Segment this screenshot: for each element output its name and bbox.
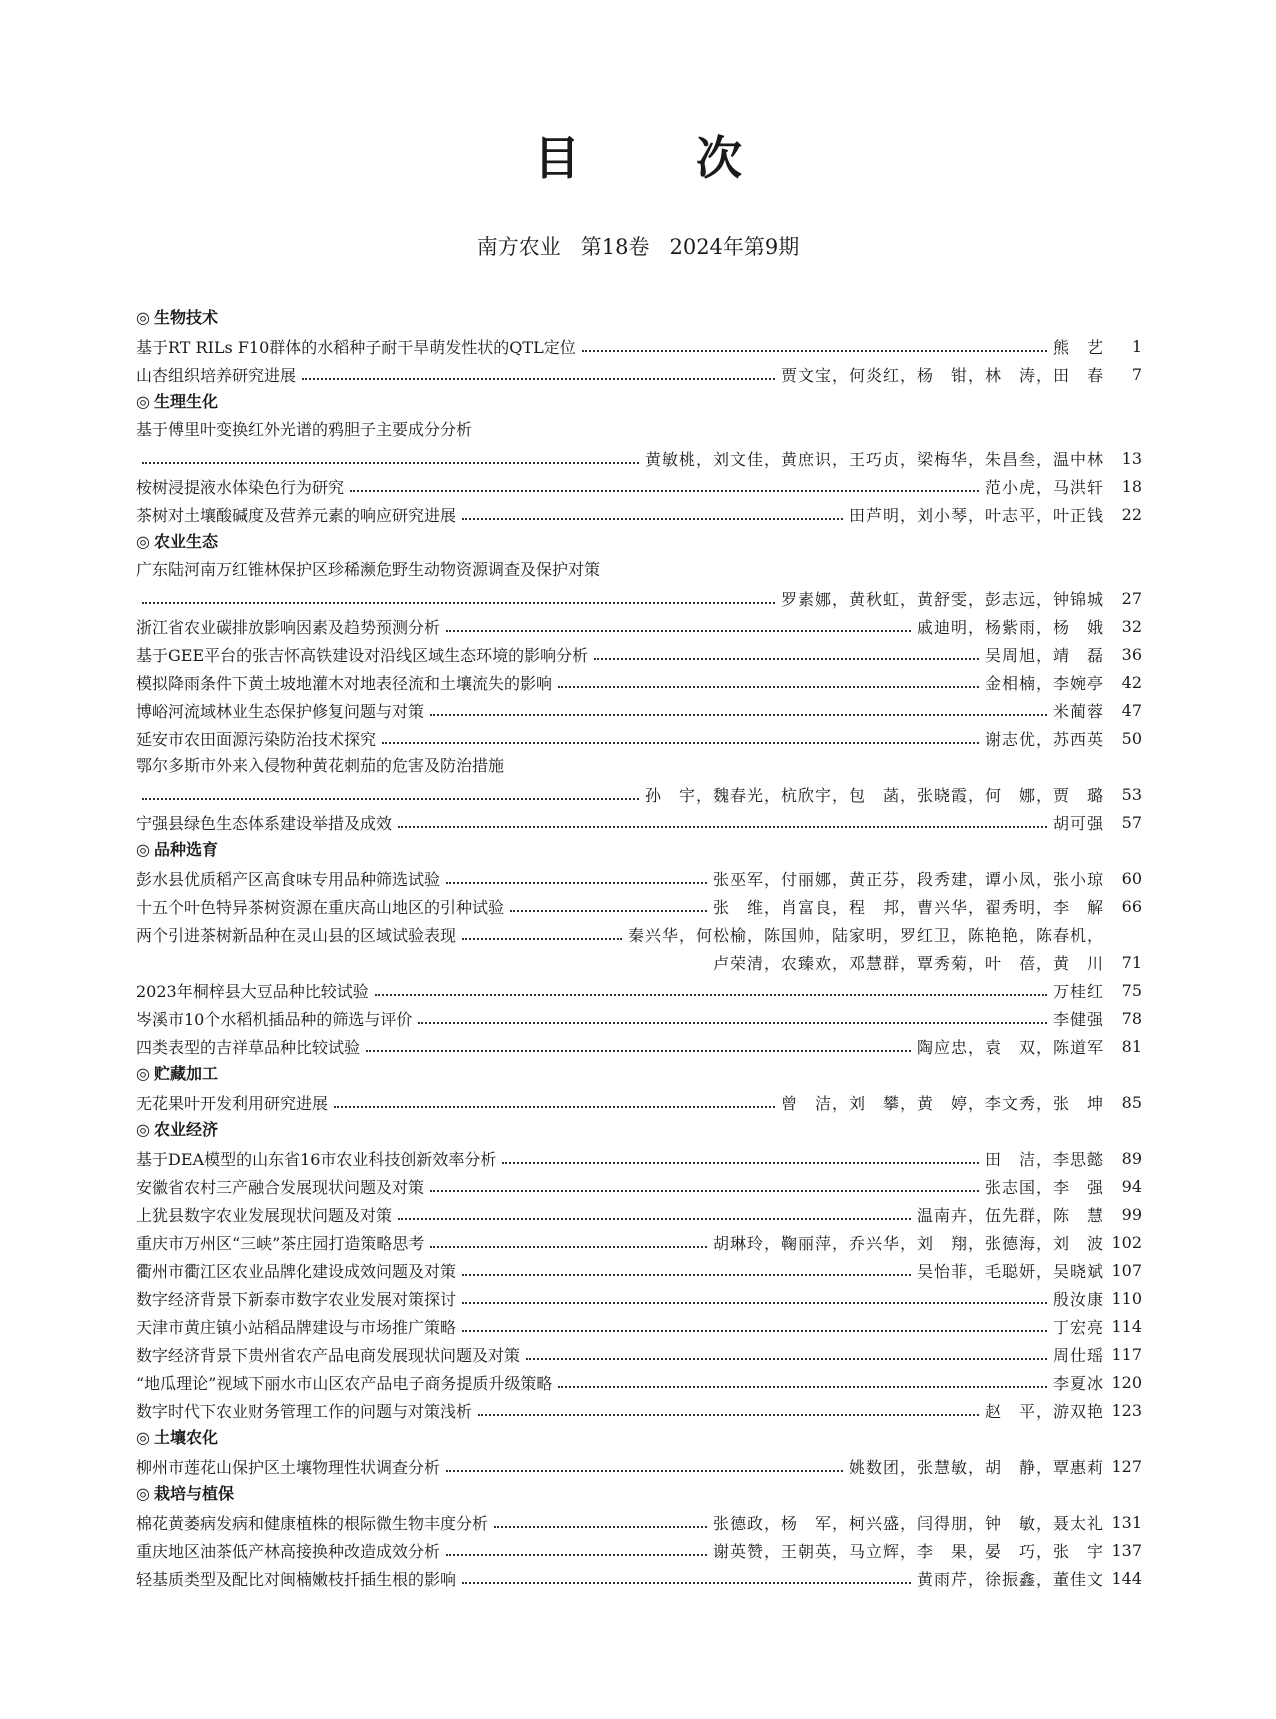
section-title: 生物技术 <box>154 308 219 327</box>
section-heading <box>136 1116 1142 1144</box>
toc-entry[interactable] <box>136 1564 1142 1592</box>
section-bullet-icon: ◎ <box>136 308 150 327</box>
dot-leader <box>446 1553 707 1556</box>
entry-title[interactable]: 衢州市衢江区农业品牌化建设成效问题及对策 <box>136 1261 457 1281</box>
toc-entry[interactable] <box>136 1396 1142 1424</box>
entry-title[interactable]: 十五个叶色特异茶树资源在重庆高山地区的引种试验 <box>136 897 505 917</box>
entry-authors: 米蔺蓉 <box>1052 701 1104 721</box>
toc-entry[interactable] <box>136 1452 1142 1480</box>
entry-title[interactable]: 彭水县优质稻产区高食味专用品种筛选试验 <box>136 869 441 889</box>
toc-entry[interactable] <box>136 1228 1142 1256</box>
entry-title[interactable]: 桉树浸提液水体染色行为研究 <box>136 477 345 497</box>
entry-authors: 胡琳玲，鞠丽萍，乔兴华，刘 翔，张德海，刘 波 <box>712 1233 1104 1253</box>
dot-leader <box>302 377 775 380</box>
toc-entry[interactable] <box>136 332 1142 360</box>
entry-title[interactable]: 模拟降雨条件下黄土坡地灌木对地表径流和土壤流失的影响 <box>136 673 553 693</box>
entry-page-number: 57 <box>1121 812 1142 832</box>
entry-title[interactable]: 无花果叶开发利用研究进展 <box>136 1093 329 1113</box>
section-heading <box>136 304 1142 332</box>
entry-authors: 张 维，肖富良，程 邦，曹兴华，翟秀明，李 解 <box>712 897 1104 917</box>
toc-entry[interactable] <box>136 1032 1142 1060</box>
entry-page-number: 27 <box>1121 588 1142 608</box>
entry-authors: 吴怡菲，毛聪妍，吴晓斌 <box>916 1261 1104 1281</box>
dot-leader <box>350 489 979 492</box>
page-title: 目 次 <box>533 131 792 185</box>
entry-authors: 孙 宇，魏春光，杭欣宇，包 菡，张晓霞，何 娜，贾 璐 <box>644 785 1104 805</box>
entry-title[interactable]: 基于RT RILs F10群体的水稻种子耐干旱萌发性状的QTL定位 <box>136 337 576 357</box>
entry-authors: 熊 艺 <box>1052 337 1104 357</box>
entry-page-number: 102 <box>1111 1232 1142 1252</box>
toc-entry[interactable] <box>136 976 1142 1004</box>
section-heading <box>136 528 1142 556</box>
entry-authors: 万桂红 <box>1052 981 1104 1001</box>
section-heading <box>136 836 1142 864</box>
entry-title[interactable]: 茶树对土壤酸碱度及营养元素的响应研究进展 <box>136 505 457 525</box>
section-bullet-icon: ◎ <box>136 840 150 859</box>
entry-authors: 赵 平，游双艳 <box>984 1401 1104 1421</box>
section-heading <box>136 1480 1142 1508</box>
entry-authors: 谢志优，苏西英 <box>984 729 1104 749</box>
toc-entry[interactable] <box>136 808 1142 836</box>
section-title: 农业经济 <box>154 1120 219 1139</box>
dot-leader <box>418 1021 1047 1024</box>
entry-title[interactable]: 数字时代下农业财务管理工作的问题与对策浅析 <box>136 1401 473 1421</box>
toc-entry[interactable] <box>136 444 1142 472</box>
entry-authors: 曾 洁，刘 攀，黄 婷，李文秀，张 坤 <box>780 1093 1104 1113</box>
section-title: 品种选育 <box>154 840 219 859</box>
dot-leader <box>462 1273 911 1276</box>
toc-entry[interactable] <box>136 472 1142 500</box>
entry-page-number: 78 <box>1121 1008 1142 1028</box>
toc-entry[interactable] <box>136 612 1142 640</box>
entry-authors: 张志国，李 强 <box>984 1177 1104 1197</box>
section-bullet-icon: ◎ <box>136 1428 150 1447</box>
dot-leader <box>446 1469 843 1472</box>
entry-title[interactable]: 广东陆河南万红锥林保护区珍稀濒危野生动物资源调查及保护对策 <box>136 560 601 579</box>
entry-title[interactable]: 2023年桐梓县大豆品种比较试验 <box>136 981 369 1001</box>
dot-leader <box>142 601 775 604</box>
dot-leader <box>462 1329 1047 1332</box>
section-bullet-icon: ◎ <box>136 1484 150 1503</box>
section-title: 贮藏加工 <box>154 1064 219 1083</box>
toc-entry[interactable] <box>136 1256 1142 1284</box>
dot-leader <box>446 881 707 884</box>
section-title: 栽培与植保 <box>154 1484 235 1503</box>
entry-title[interactable]: 轻基质类型及配比对闽楠嫩枝扦插生根的影响 <box>136 1569 457 1589</box>
section-title: 生理生化 <box>154 392 219 411</box>
entry-page-number: 7 <box>1131 364 1142 384</box>
toc-entry[interactable] <box>136 1004 1142 1032</box>
section-bullet-icon: ◎ <box>136 532 150 551</box>
dot-leader <box>430 1189 979 1192</box>
entry-title[interactable]: 延安市农田面源污染防治技术探究 <box>136 729 377 749</box>
dot-leader <box>582 349 1047 352</box>
entry-authors: 谢英赞，王朝英，马立辉，李 果，晏 巧，张 宇 <box>712 1541 1104 1561</box>
entry-page-number: 36 <box>1121 644 1142 664</box>
entry-title[interactable]: 基于DEA模型的山东省16市农业科技创新效率分析 <box>136 1149 497 1169</box>
entry-title[interactable]: 数字经济背景下贵州省农产品电商发展现状问题及对策 <box>136 1345 521 1365</box>
entry-title[interactable]: 安徽省农村三产融合发展现状问题及对策 <box>136 1177 425 1197</box>
dot-leader <box>502 1161 979 1164</box>
entry-page-number: 137 <box>1111 1540 1142 1560</box>
entry-page-number: 120 <box>1111 1372 1142 1392</box>
dot-leader <box>375 993 1047 996</box>
entry-page-number: 42 <box>1121 672 1142 692</box>
toc-entry-continuation <box>136 948 1142 976</box>
entry-title[interactable]: 基于GEE平台的张吉怀高铁建设对沿线区域生态环境的影响分析 <box>136 645 589 665</box>
entry-title[interactable]: 天津市黄庄镇小站稻品牌建设与市场推广策略 <box>136 1317 457 1337</box>
entry-title[interactable]: 博峪河流域林业生态保护修复问题与对策 <box>136 701 425 721</box>
entry-authors: 张德政，杨 军，柯兴盛，闫得朋，钟 敏，聂太礼 <box>712 1513 1104 1533</box>
toc-entry[interactable] <box>136 1088 1142 1116</box>
section-heading <box>136 1060 1142 1088</box>
entry-title[interactable]: 鄂尔多斯市外来入侵物种黄花刺茄的危害及防治措施 <box>136 756 505 775</box>
dot-leader <box>478 1413 979 1416</box>
dot-leader <box>462 517 843 520</box>
entry-page-number: 47 <box>1121 700 1142 720</box>
dot-leader <box>510 909 707 912</box>
entry-page-number: 107 <box>1111 1260 1142 1280</box>
toc-entry[interactable] <box>136 920 1142 948</box>
dot-leader <box>558 685 979 688</box>
entry-authors: 姚数团，张慧敏，胡 静，覃惠莉 <box>848 1457 1104 1477</box>
entry-title[interactable]: 两个引进茶树新品种在灵山县的区域试验表现 <box>136 925 457 945</box>
entry-authors: 胡可强 <box>1052 813 1104 833</box>
entry-authors: 田 洁，李思懿 <box>984 1149 1104 1169</box>
dot-leader <box>558 1385 1047 1388</box>
entry-page-number: 53 <box>1121 784 1142 804</box>
section-bullet-icon: ◎ <box>136 392 150 411</box>
entry-page-number: 110 <box>1111 1288 1142 1308</box>
entry-authors: 金相楠，李婉亭 <box>984 673 1104 693</box>
toc-entry[interactable] <box>136 892 1142 920</box>
dot-leader <box>494 1525 707 1528</box>
dot-leader <box>446 629 911 632</box>
entry-authors: 殷汝康 <box>1052 1289 1104 1309</box>
journal-issue: 南方农业 第18卷 2024年第9期 <box>476 235 800 259</box>
entry-authors: 周仕瑶 <box>1052 1345 1104 1365</box>
toc-entry[interactable] <box>136 668 1142 696</box>
section-bullet-icon: ◎ <box>136 1120 150 1139</box>
dot-leader <box>462 1301 1047 1304</box>
dot-leader <box>142 461 639 464</box>
section-title: 土壤农化 <box>154 1428 219 1447</box>
dot-leader <box>334 1105 775 1108</box>
dot-leader <box>462 937 622 940</box>
entry-authors: 丁宏亮 <box>1052 1317 1104 1337</box>
entry-page-number: 22 <box>1121 504 1142 524</box>
dot-leader <box>142 797 639 800</box>
entry-page-number: 1 <box>1131 336 1142 356</box>
entry-authors: 贾文宝，何炎红，杨 钳，林 涛，田 春 <box>780 365 1104 385</box>
section-bullet-icon: ◎ <box>136 1064 150 1083</box>
entry-authors: 田芦明，刘小琴，叶志平，叶正钱 <box>848 505 1104 525</box>
toc-entry[interactable] <box>136 696 1142 724</box>
section-title: 农业生态 <box>154 532 219 551</box>
entry-authors: 李健强 <box>1052 1009 1104 1029</box>
dot-leader <box>462 1581 911 1584</box>
entry-title[interactable]: 数字经济背景下新泰市数字农业发展对策探讨 <box>136 1289 457 1309</box>
entry-authors: 张巫军，付丽娜，黄正芬，段秀建，谭小凤，张小琼 <box>712 869 1104 889</box>
toc-entry[interactable] <box>136 360 1142 388</box>
toc-entry[interactable] <box>136 640 1142 668</box>
entry-title[interactable]: 岑溪市10个水稻机插品种的筛选与评价 <box>136 1009 413 1029</box>
entry-page-number: 81 <box>1121 1036 1142 1056</box>
entry-page-number: 144 <box>1111 1568 1142 1588</box>
dot-leader <box>526 1357 1047 1360</box>
entry-page-number: 75 <box>1121 980 1142 1000</box>
dot-leader <box>594 657 979 660</box>
entry-title[interactable]: 重庆市万州区“三峡”茶庄园打造策略思考 <box>136 1233 425 1253</box>
dot-leader <box>430 1245 707 1248</box>
section-heading <box>136 1424 1142 1452</box>
entry-authors: 吴周旭，靖 磊 <box>984 645 1104 665</box>
entry-page-number: 66 <box>1121 896 1142 916</box>
toc-entry[interactable] <box>136 500 1142 528</box>
entry-authors: 温南卉，伍先群，陈 慧 <box>916 1205 1104 1225</box>
dot-leader <box>382 741 979 744</box>
entry-title[interactable]: 棉花黄萎病发病和健康植株的根际微生物丰度分析 <box>136 1513 489 1533</box>
entry-authors: 卢荣清，农臻欢，邓慧群，覃秀菊，叶 蓓，黄 川 <box>712 953 1104 973</box>
entry-title[interactable]: 山杏组织培养研究进展 <box>136 365 297 385</box>
entry-authors: 黄敏桃，刘文佳，黄庶识，王巧贞，梁梅华，朱昌叁，温中林 <box>644 449 1104 469</box>
entry-page-number: 71 <box>1121 952 1142 972</box>
entry-title[interactable]: “地瓜理论”视域下丽水市山区农产品电子商务提质升级策略 <box>136 1373 553 1393</box>
entry-page-number: 32 <box>1121 616 1142 636</box>
entry-title[interactable]: 上犹县数字农业发展现状问题及对策 <box>136 1205 393 1225</box>
entry-authors: 罗素娜，黄秋虹，黄舒雯，彭志远，钟锦城 <box>780 589 1104 609</box>
toc-entry[interactable] <box>136 1312 1142 1340</box>
entry-page-number: 85 <box>1121 1092 1142 1112</box>
entry-authors: 秦兴华，何松榆，陈国帅，陆家明，罗红卫，陈艳艳，陈春机， <box>627 925 1104 945</box>
toc-entry[interactable] <box>136 1172 1142 1200</box>
entry-authors: 黄雨芹，徐振鑫，董佳文 <box>916 1569 1104 1589</box>
entry-page-number: 131 <box>1111 1512 1142 1532</box>
entry-authors: 李夏冰 <box>1052 1373 1104 1393</box>
dot-leader <box>398 825 1047 828</box>
entry-page-number: 89 <box>1121 1148 1142 1168</box>
entry-authors: 陶应忠，袁 双，陈道军 <box>916 1037 1104 1057</box>
entry-title[interactable]: 重庆地区油茶低产林高接换种改造成效分析 <box>136 1541 441 1561</box>
toc-entry[interactable] <box>136 1508 1142 1536</box>
entry-page-number: 127 <box>1111 1456 1142 1476</box>
entry-page-number: 123 <box>1111 1400 1142 1420</box>
entry-page-number: 99 <box>1121 1204 1142 1224</box>
entry-authors: 戚迪明，杨紫雨，杨 娥 <box>916 617 1104 637</box>
toc-entry[interactable] <box>136 584 1142 612</box>
entry-title[interactable]: 基于傅里叶变换红外光谱的鸦胆子主要成分分析 <box>136 420 473 439</box>
toc-entry[interactable] <box>136 1340 1142 1368</box>
table-of-contents <box>136 304 1142 1592</box>
toc-entry[interactable] <box>136 1368 1142 1396</box>
entry-page-number: 114 <box>1111 1316 1142 1336</box>
entry-page-number: 50 <box>1121 728 1142 748</box>
section-heading <box>136 388 1142 416</box>
entry-title[interactable]: 四类表型的吉祥草品种比较试验 <box>136 1037 361 1057</box>
entry-title[interactable]: 宁强县绿色生态体系建设举措及成效 <box>136 813 393 833</box>
toc-entry[interactable] <box>136 1536 1142 1564</box>
entry-page-number: 94 <box>1121 1176 1142 1196</box>
entry-page-number: 18 <box>1121 476 1142 496</box>
toc-entry[interactable] <box>136 1284 1142 1312</box>
dot-leader <box>398 1217 911 1220</box>
entry-title[interactable]: 浙江省农业碳排放影响因素及趋势预测分析 <box>136 617 441 637</box>
entry-page-number: 13 <box>1121 448 1142 468</box>
toc-entry[interactable] <box>136 864 1142 892</box>
entry-page-number: 117 <box>1111 1344 1142 1364</box>
dot-leader <box>366 1049 911 1052</box>
toc-entry[interactable] <box>136 724 1142 752</box>
toc-entry[interactable] <box>136 780 1142 808</box>
toc-entry[interactable] <box>136 1144 1142 1172</box>
dot-leader <box>430 713 1047 716</box>
entry-title[interactable]: 柳州市莲花山保护区土壤物理性状调查分析 <box>136 1457 441 1477</box>
entry-authors: 范小虎，马洪轩 <box>984 477 1104 497</box>
toc-entry[interactable] <box>136 1200 1142 1228</box>
entry-page-number: 60 <box>1121 868 1142 888</box>
